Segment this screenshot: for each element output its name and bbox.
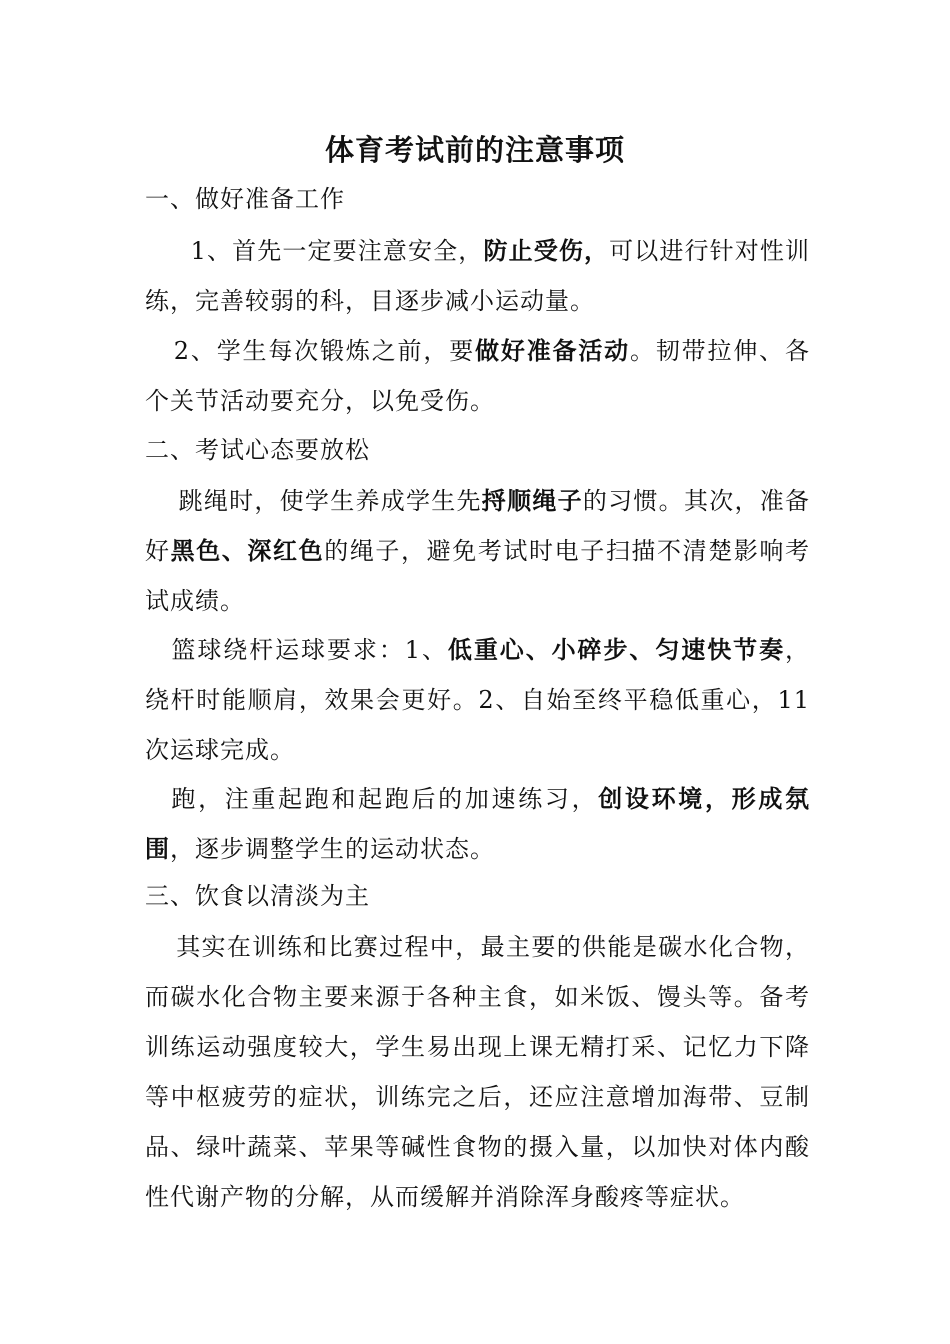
text-run: 篮球绕杆运球要求：1、 xyxy=(171,636,448,664)
text-run: 的绳子，避免考试时电子扫描不清楚影响考试成绩。 xyxy=(145,537,811,615)
text-run: 1、首先一定要注意安全， xyxy=(190,237,484,265)
bold-text-run: 黑色、深红色 xyxy=(170,536,325,565)
paragraph-2-3 xyxy=(145,774,810,874)
text-run: ，逐步调整学生的运动状态。 xyxy=(170,835,495,863)
section-heading-1: 一、做好准备工作 xyxy=(145,185,345,213)
text-run: 跑，注重起跑和起跑后的加速练习， xyxy=(171,785,599,813)
section-heading-2: 二、考试心态要放松 xyxy=(145,436,370,464)
paragraph-2-2 xyxy=(145,625,810,775)
bold-text-run: 低重心、小碎步、匀速快节奏 xyxy=(447,635,785,664)
document-title: 体育考试前的注意事项 xyxy=(324,133,625,167)
text-run: 可以进行针对性训练，完善较弱的科，目逐步减小运动量。 xyxy=(145,237,811,315)
bold-text-run: 创设环境，形成氛围 xyxy=(145,784,811,863)
paragraph-2-1 xyxy=(145,476,810,626)
bold-text-run: 防止受伤， xyxy=(483,236,610,265)
bold-text-run: 做好准备活动 xyxy=(475,336,631,365)
text-run: 。韧带拉伸、各个关节活动要充分，以免受伤。 xyxy=(145,337,810,415)
section-heading-3: 三、饮食以清淡为主 xyxy=(145,882,370,910)
text-run: 2、学生每次锻炼之前，要 xyxy=(173,337,476,365)
text-run: 的习惯。其次，准备好 xyxy=(145,487,811,565)
text-run: ，绕杆时能顺肩，效果会更好。2、自始至终平稳低重心，11 次运球完成。 xyxy=(145,636,810,764)
paragraph-1-1 xyxy=(145,226,810,326)
text-run: 其实在训练和比赛过程中，最主要的供能是碳水化合物，而碳水化合物主要来源于各种主食，如米饭、馒头等。备考训练运动强度较大，学生易出现上课无精打采、记忆力下降等中枢疲劳的症状，训练完之后，还应注意增加海带、豆制品、绿叶蔬菜、苹果等碱性食物的摄入量，以加快对体内酸性代谢产物的分解，从而缓解并消除浑身酸疼等症状。 xyxy=(145,933,810,1211)
paragraph-3-1 xyxy=(145,922,810,1222)
paragraph-1-2 xyxy=(145,326,810,426)
text-run: 跳绳时，使学生养成学生先 xyxy=(178,487,482,515)
bold-text-run: 捋顺绳子 xyxy=(481,486,583,515)
